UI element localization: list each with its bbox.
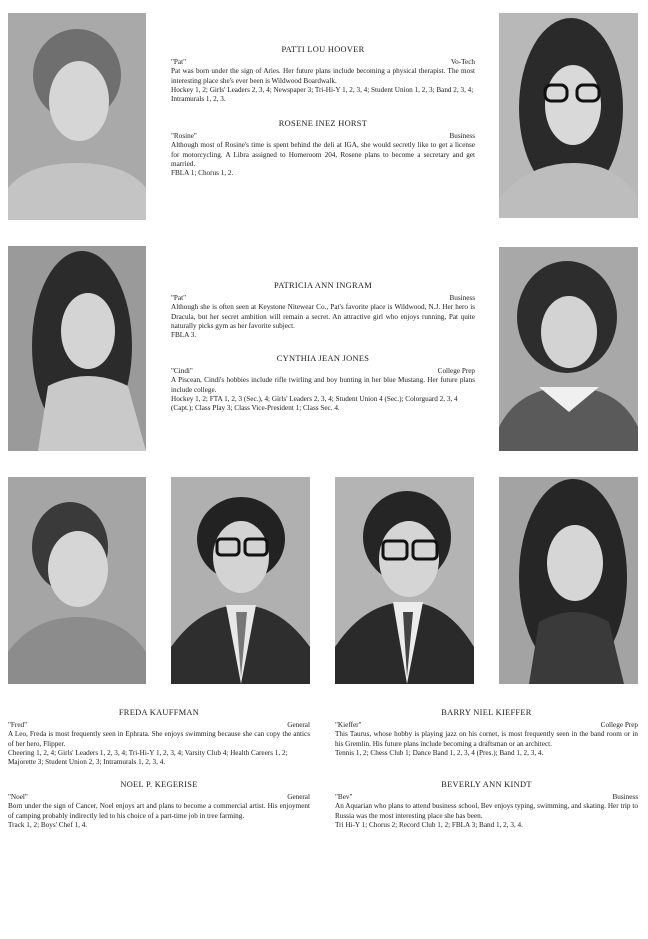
- student-bio: This Taurus, whose hobby is playing jazz on his cornet, is most frequently seen in the band room or in his Gremlin. His future plans include becoming a draftsman or an architect.: [335, 730, 638, 748]
- student-nickname: "Pat": [171, 293, 187, 302]
- student-activities: Hockey 1, 2; Girls' Leaders 2, 3, 4; Newspaper 3; Tri-Hi-Y 1, 2, 3, 4; Student Union 1, 2, 3; Band 2, 3, 4; Intramurals 1, 2, 3.: [171, 86, 474, 104]
- student-nickname: "Fred": [8, 720, 28, 729]
- student-program: General: [287, 792, 310, 801]
- student-activities: Tri Hi-Y 1; Chorus 2; Record Club 1, 2; FBLA 3; Band 1, 2, 3, 4.: [335, 821, 523, 829]
- student-name: BEVERLY ANN KINDT: [441, 780, 532, 789]
- student-program: General: [287, 720, 310, 729]
- portrait-photo-barry-kieffer: [335, 477, 474, 684]
- student-entry: [335, 708, 638, 758]
- portrait-photo-patricia-ingram: [8, 246, 146, 451]
- student-nickname: "Pat": [171, 57, 187, 66]
- student-program: Business: [449, 293, 475, 302]
- portrait-photo-noel-kegerise: [171, 477, 310, 684]
- student-activities: Cheering 1, 2, 4; Girls' Leaders 1, 2, 3, 4; Tri-Hi-Y 1, 2, 3, 4; Varsity Club 4; Health Careers 1, 2; Majorette 3; Student Union 2, 3; Intramurals 1, 2, 3, 4.: [8, 749, 288, 767]
- student-program: College Prep: [437, 366, 475, 375]
- student-name: PATTI LOU HOOVER: [281, 45, 365, 54]
- portrait-photo-patti-hoover: [8, 13, 146, 220]
- student-bio: Although most of Rosine's time is spent behind the deli at IGA, she would secretly like to get a license for motorcycling. A Libra assigned to Homeroom 204, Rosene plans to become a secretary and get married.: [171, 141, 475, 168]
- student-nickname: "Bev": [335, 792, 353, 801]
- student-bio: Pat was born under the sign of Aries. Her future plans include becoming a physical therapist. The most interesting place she's ever been is Wildwood Boardwalk.: [171, 67, 475, 85]
- student-activities: FBLA 1; Chorus 1, 2.: [171, 169, 234, 178]
- student-name: ROSENE INEZ HORST: [278, 119, 368, 128]
- student-name: NOEL P. KEGERISE: [120, 780, 198, 789]
- student-bio: Although she is often seen at Keystone Nitewear Co., Pat's favorite place is Wildwood, N.J. Her hero is Dracula, but her secret ambition will remain a secret. An attractive girl who enjoys running, Pat quite naturally picks gym as her favorite subject.: [171, 303, 475, 330]
- student-nickname: "Cindi": [171, 366, 193, 375]
- student-entry: [8, 708, 310, 768]
- portrait-photo-freda-kauffman: [8, 477, 146, 684]
- student-activities: Tennis 1, 2; Chess Club 1; Dance Band 1, 2, 3, 4 (Pres.); Band 1, 2, 3, 4.: [335, 749, 544, 757]
- student-activities: FBLA 3.: [171, 331, 197, 340]
- student-bio: An Aquarian who plans to attend business school, Bev enjoys typing, swimming, and skating. Her trip to Russia was the most interesting place she has been.: [335, 802, 638, 820]
- student-entry: [171, 354, 475, 414]
- student-activities: Hockey 1, 2; FTA 1, 2, 3 (Sec.), 4; Girls' Leaders 2, 3, 4; Student Union 4 (Sec.); Colorguard 2, 3, 4 (Capt.); Class Play 3; Class Vice-President 1; Class Sec. 4.: [171, 395, 458, 413]
- student-nickname: "Rosine": [171, 131, 197, 140]
- student-entry: [8, 780, 310, 830]
- student-entry: [171, 45, 475, 105]
- student-entry: [171, 281, 475, 341]
- student-entry: [335, 780, 638, 830]
- student-name: CYNTHIA JEAN JONES: [276, 354, 370, 363]
- student-nickname: "Kieffer": [335, 720, 362, 729]
- student-program: College Prep: [600, 720, 638, 729]
- portrait-photo-rosene-horst: [499, 13, 638, 218]
- student-nickname: "Noel": [8, 792, 28, 801]
- portrait-photo-cynthia-jones: [499, 247, 638, 451]
- student-program: Business: [449, 131, 475, 140]
- student-activities: Track 1, 2; Boys' Chef 1, 4.: [8, 821, 88, 829]
- student-entry: [171, 119, 475, 179]
- student-bio: A Leo, Freda is most frequently seen in Ephrata. She enjoys swimming because she can copy the antics of her hero, Flipper.: [8, 730, 310, 748]
- student-bio: Born under the sign of Cancer, Noel enjoys art and plans to become a commercial artist. His enjoyment of camping probably indirectly led to his choice of a part-time job in tree farming.: [8, 802, 310, 820]
- student-name: PATRICIA ANN INGRAM: [274, 281, 372, 290]
- student-program: Business: [612, 792, 638, 801]
- portrait-photo-beverly-kindt: [499, 477, 638, 684]
- student-name: FREDA KAUFFMAN: [118, 708, 200, 717]
- student-bio: A Piscean, Cindi's hobbies include rifle twirling and boy hunting in her blue Mustang. Her future plans include college.: [171, 376, 475, 394]
- student-program: Vo-Tech: [450, 57, 475, 66]
- student-name: BARRY NIEL KIEFFER: [441, 708, 532, 717]
